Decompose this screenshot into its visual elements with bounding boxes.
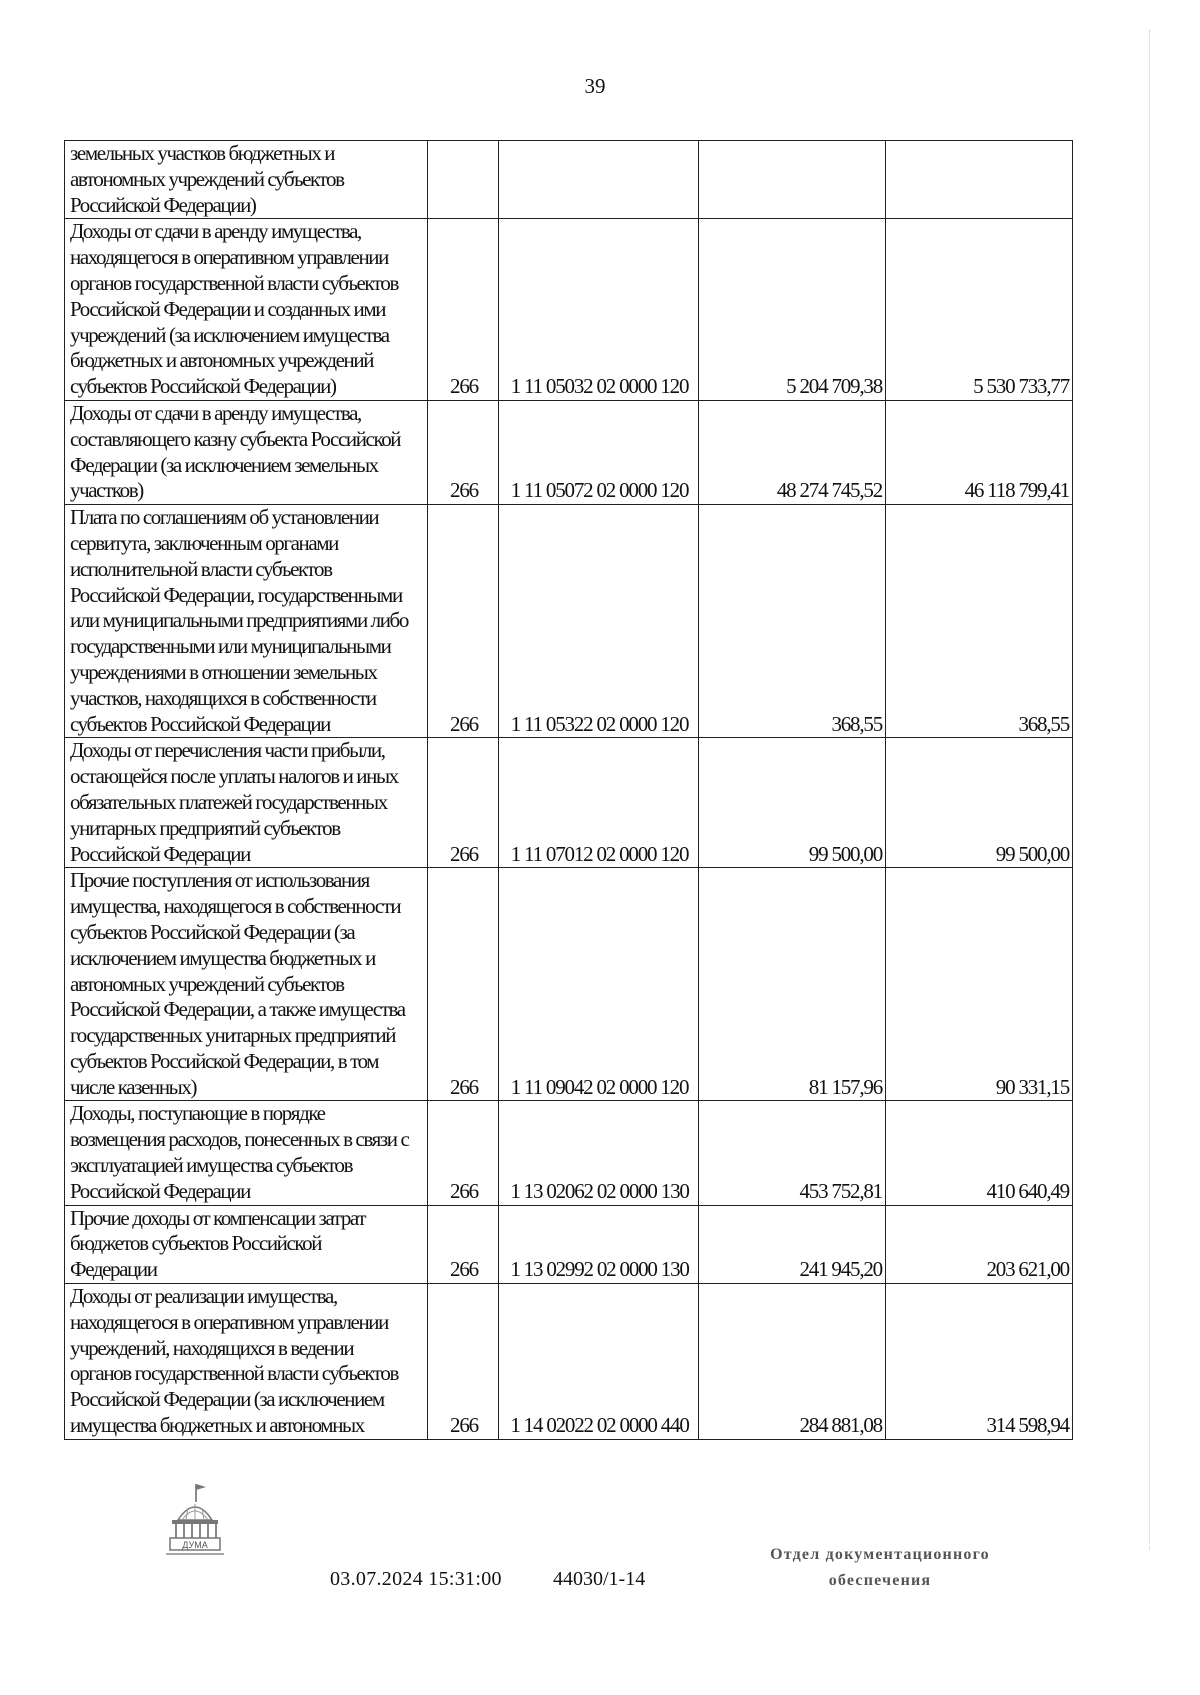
budget-classification-code-cell: 1 11 09042 02 0000 120 — [499, 868, 699, 1101]
table-row — [65, 219, 1073, 401]
admin-code-cell: 266 — [428, 1284, 499, 1440]
admin-code-cell: 266 — [428, 219, 499, 401]
budget-classification-code-cell: 1 13 02062 02 0000 130 — [499, 1101, 699, 1205]
income-name-cell: Доходы от сдачи в аренду имущества, составляющего казну субъекта Российской Федерации (за исключением земельных участков) — [65, 400, 428, 504]
admin-code-cell: 266 — [428, 400, 499, 504]
income-name-cell: Доходы, поступающие в порядке возмещения расходов, понесенных в связи с эксплуатацией имущества субъектов Российской Федерации — [65, 1101, 428, 1205]
admin-code-cell: 266 — [428, 738, 499, 868]
amount-plan-cell: 48 274 745,52 — [699, 400, 886, 504]
table-row — [65, 1101, 1073, 1205]
income-name-cell: Плата по соглашениям об установлении сервитута, заключенным органами исполнительной власти субъектов Российской Федерации, государственными или муниципальными предприятиями либо государственными или муниципальными учреждениями в отношении земельных участков, находящихся в собственности субъектов Российской Федерации — [65, 505, 428, 738]
department-stamp: Отдел документационного обеспечения — [770, 1546, 990, 1589]
scan-edge-artifact — [1119, 30, 1150, 1550]
table-row — [65, 141, 1073, 219]
income-name-cell: Доходы от перечисления части прибыли, остающейся после уплаты налогов и иных обязательных платежей государственных унитарных предприятий субъектов Российской Федерации — [65, 738, 428, 868]
table-row — [65, 1205, 1073, 1283]
income-name-cell: Доходы от реализации имущества, находящегося в оперативном управлении учреждений, находящихся в ведении органов государственной власти субъектов Российской Федерации (за исключением имущества бюджетных и автономных — [65, 1284, 428, 1440]
admin-code-cell: 266 — [428, 505, 499, 738]
income-name-cell: Доходы от сдачи в аренду имущества, находящегося в оперативном управлении органов государственной власти субъектов Российской Федерации и созданных ими учреждений (за исключением имущества бюджетных и автономных учреждений субъектов Российской Федерации) — [65, 219, 428, 401]
budget-classification-code-cell: 1 11 05322 02 0000 120 — [499, 505, 699, 738]
amount-actual-cell: 5 530 733,77 — [886, 219, 1073, 401]
amount-actual-cell: 99 500,00 — [886, 738, 1073, 868]
budget-classification-code-cell: 1 11 07012 02 0000 120 — [499, 738, 699, 868]
admin-code-cell — [428, 141, 499, 219]
income-name-cell: земельных участков бюджетных и автономных учреждений субъектов Российской Федерации) — [65, 141, 428, 219]
table-row — [65, 400, 1073, 504]
table-row — [65, 1284, 1073, 1440]
amount-actual-cell: 46 118 799,41 — [886, 400, 1073, 504]
amount-plan-cell: 5 204 709,38 — [699, 219, 886, 401]
logo-text: ДУМА — [182, 1540, 208, 1550]
registration-number: 44030/1-14 — [553, 1568, 646, 1590]
budget-classification-code-cell: 1 11 05072 02 0000 120 — [499, 400, 699, 504]
table-row — [65, 505, 1073, 738]
amount-actual-cell: 368,55 — [886, 505, 1073, 738]
income-name-cell: Прочие поступления от использования имущества, находящегося в собственности субъектов Российской Федерации (за исключением имущества бюджетных и автономных учреждений субъектов Российской Федерации, а также имущества государственных унитарных предприятий субъектов Российской Федерации, в том числе казенных) — [65, 868, 428, 1101]
amount-plan-cell: 284 881,08 — [699, 1284, 886, 1440]
duma-logo-icon — [160, 1480, 230, 1560]
budget-classification-code-cell: 1 13 02992 02 0000 130 — [499, 1205, 699, 1283]
amount-actual-cell: 314 598,94 — [886, 1284, 1073, 1440]
page-number: 39 — [584, 74, 606, 98]
amount-plan-cell: 99 500,00 — [699, 738, 886, 868]
amount-plan-cell: 453 752,81 — [699, 1101, 886, 1205]
amount-plan-cell — [699, 141, 886, 219]
budget-classification-code-cell — [499, 141, 699, 219]
amount-actual-cell: 203 621,00 — [886, 1205, 1073, 1283]
admin-code-cell: 266 — [428, 1101, 499, 1205]
table-row — [65, 868, 1073, 1101]
amount-actual-cell: 90 331,15 — [886, 868, 1073, 1101]
table-row — [65, 738, 1073, 868]
amount-actual-cell — [886, 141, 1073, 219]
amount-actual-cell: 410 640,49 — [886, 1101, 1073, 1205]
budget-classification-code-cell: 1 11 05032 02 0000 120 — [499, 219, 699, 401]
income-name-cell: Прочие доходы от компенсации затрат бюджетов субъектов Российской Федерации — [65, 1205, 428, 1283]
revenue-table-body — [65, 141, 1073, 1440]
document-datetime: 03.07.2024 15:31:00 — [330, 1568, 502, 1590]
revenue-table — [64, 140, 1073, 1440]
amount-plan-cell: 368,55 — [699, 505, 886, 738]
admin-code-cell: 266 — [428, 1205, 499, 1283]
admin-code-cell: 266 — [428, 868, 499, 1101]
amount-plan-cell: 241 945,20 — [699, 1205, 886, 1283]
budget-classification-code-cell: 1 14 02022 02 0000 440 — [499, 1284, 699, 1440]
amount-plan-cell: 81 157,96 — [699, 868, 886, 1101]
